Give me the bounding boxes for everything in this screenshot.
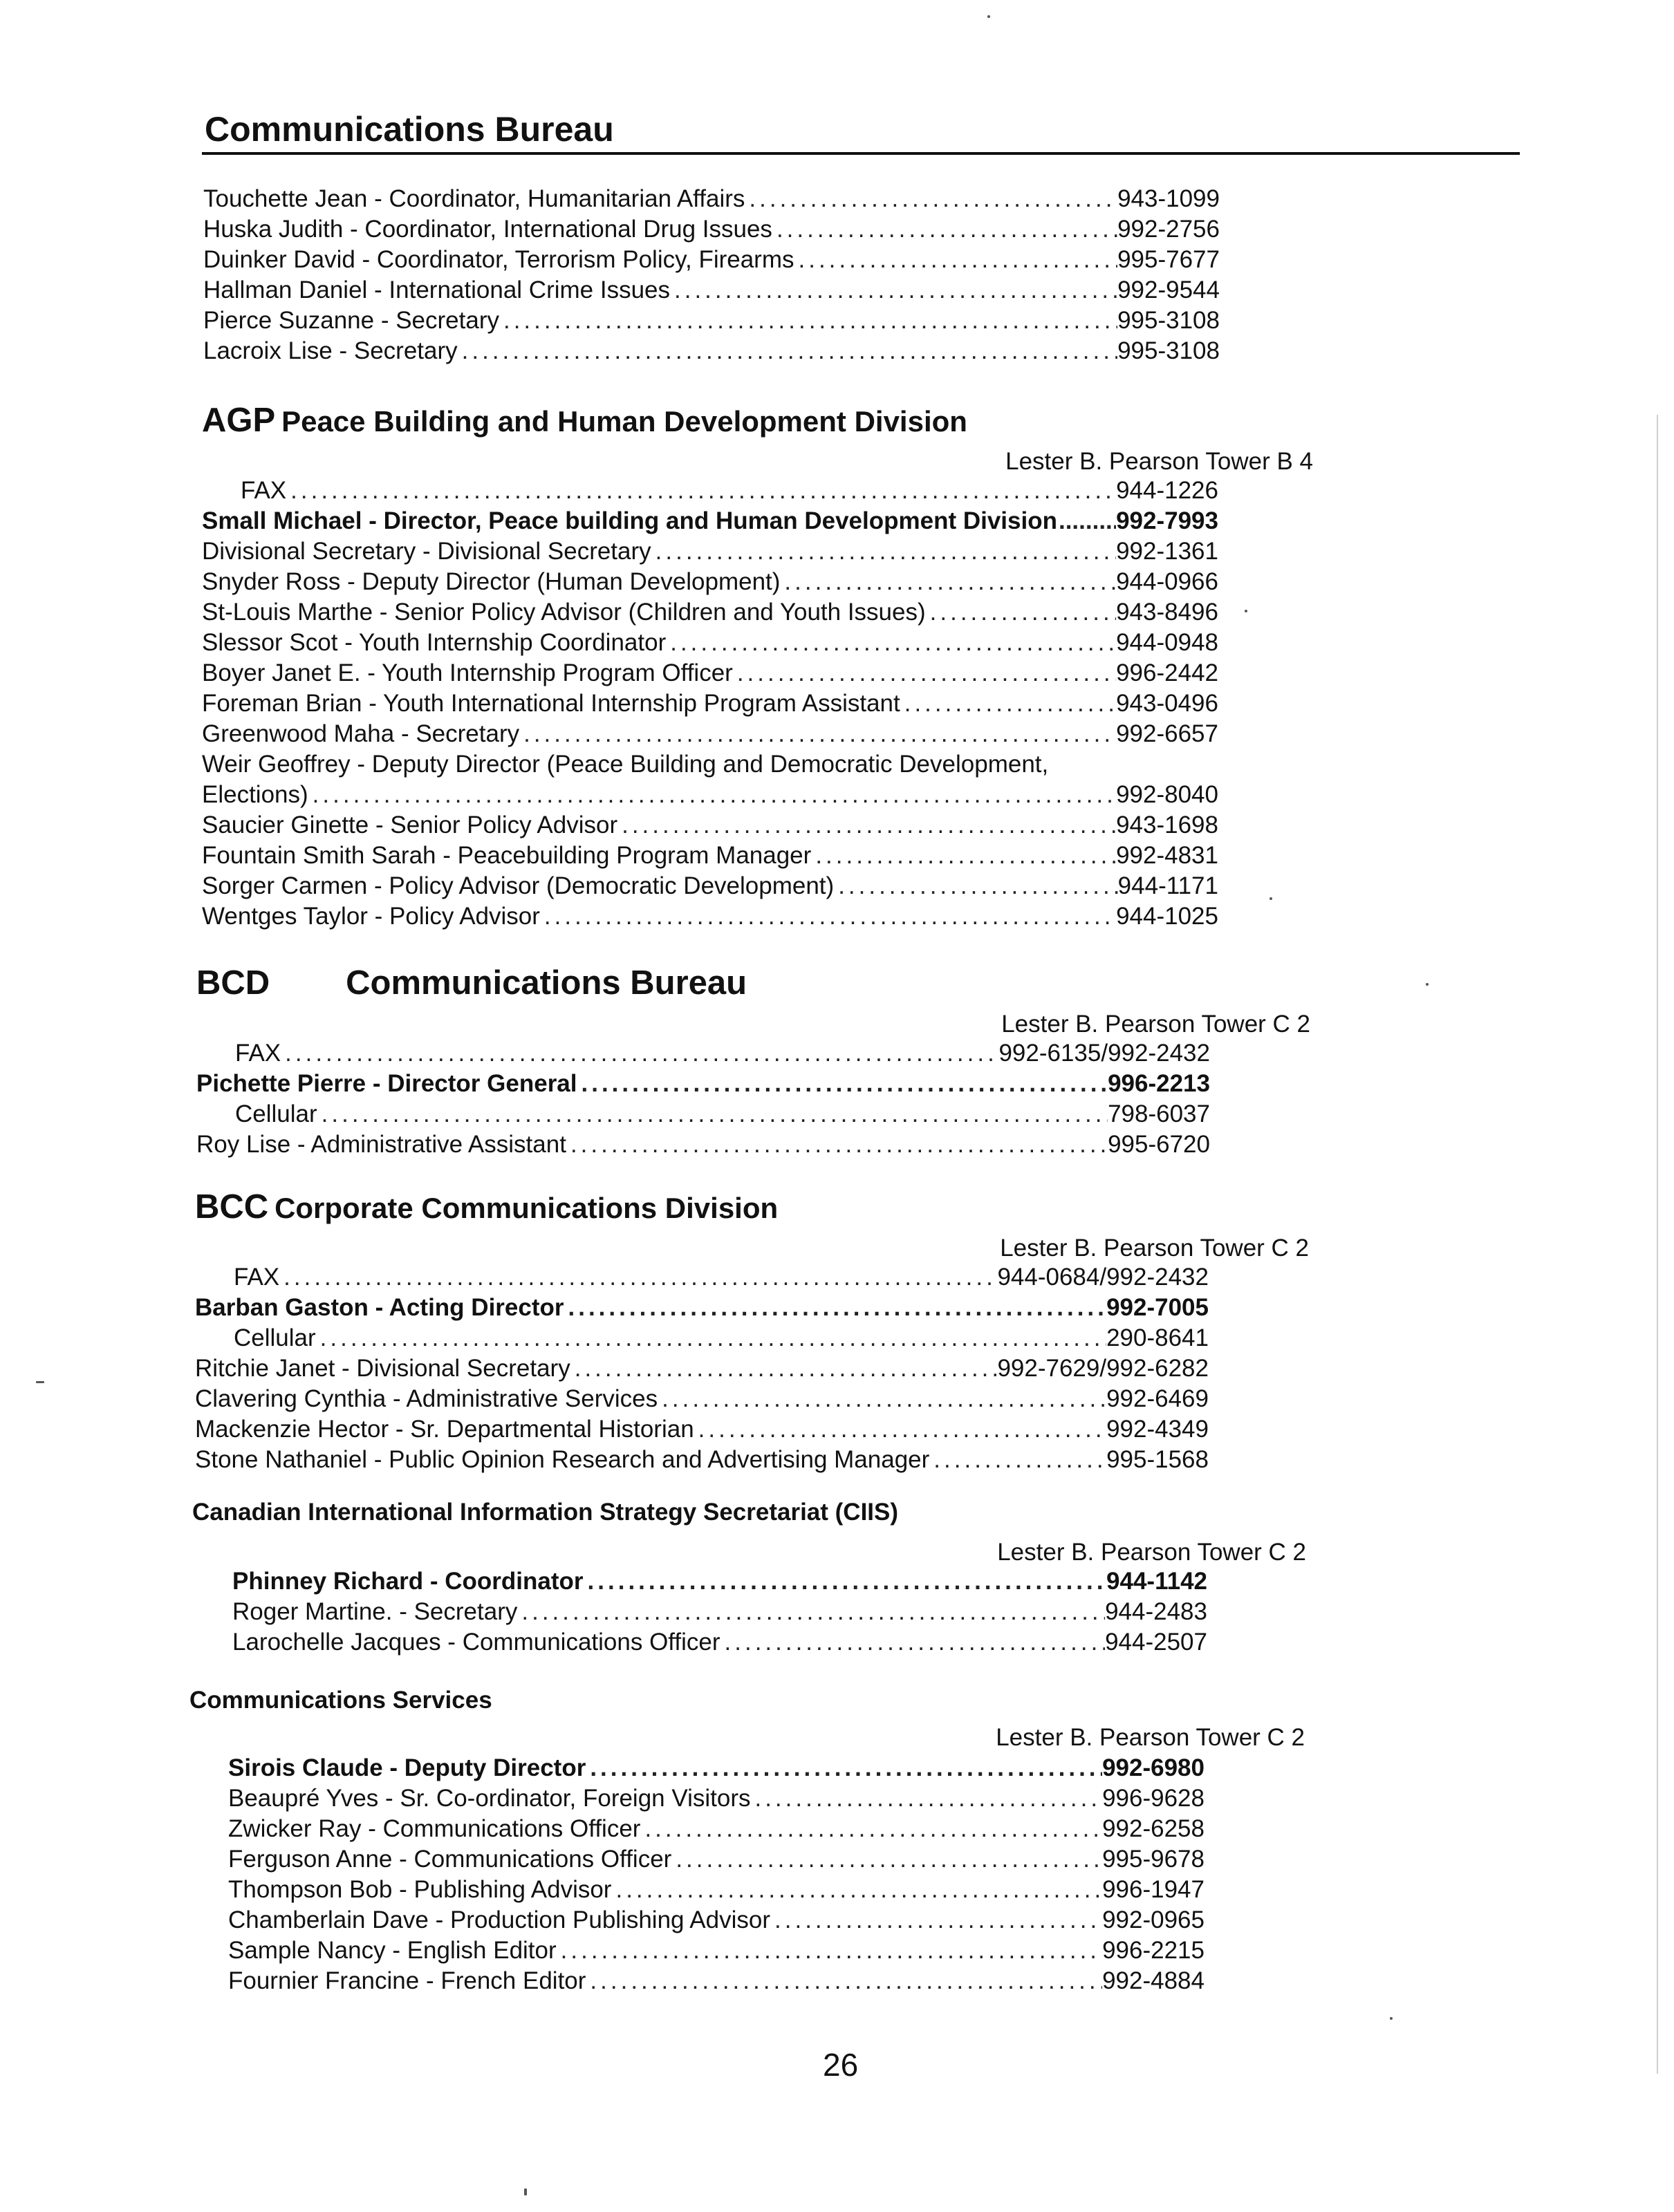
page-number: 26 [823,2047,859,2083]
list-item: Boyer Janet E. - Youth Internship Program Officer ..... 996-2442 [202,659,1218,690]
list-item: FAX ..... 944-1226 [241,477,1218,507]
section-title-ciis: Canadian International Information Strategy Secretariat (CIIS) [192,1499,899,1526]
section-title-bcc: BCC Corporate Communications Division [195,1188,779,1226]
list-item: Thompson Bob - Publishing Advisor ..... 996-1947 [228,1876,1205,1906]
section-location: Lester B. Pearson Tower C 2 [1000,1235,1309,1262]
list-item: Chamberlain Dave - Production Publishing Advisor ..... 992-0965 [228,1906,1205,1937]
list-item: Snyder Ross - Deputy Director (Human Development) ..... 944-0966 [202,568,1218,599]
scan-speck [1390,2017,1393,2020]
list-item: Phinney Richard - Coordinator ..... 944-1142 [232,1568,1207,1598]
list-item: Pierce Suzanne - Secretary ..... 995-3108 [203,307,1220,337]
section-location: Lester B. Pearson Tower C 2 [996,1724,1305,1751]
section-title-agp: AGP Peace Building and Human Development Division [202,402,967,439]
list-item: Divisional Secretary - Divisional Secretary ..... 992-1361 [202,538,1218,568]
list-item: Mackenzie Hector - Sr. Departmental Historian ..... 992-4349 [195,1416,1209,1446]
list-item: Greenwood Maha - Secretary ..... 992-6657 [202,720,1218,751]
list-item: Hallman Daniel - International Crime Issues ..... 992-9544 [203,276,1220,307]
list-item: Sirois Claude - Deputy Director ..... 992-6980 [228,1754,1205,1785]
section-location: Lester B. Pearson Tower C 2 [997,1539,1306,1566]
list-item: Cellular ..... 290-8641 [234,1324,1209,1355]
list-item: Fournier Francine - French Editor ..... 992-4884 [228,1967,1205,1998]
list-item: St-Louis Marthe - Senior Policy Advisor (Children and Youth Issues) ..... 943-8496 [202,599,1218,629]
list-item: Larochelle Jacques - Communications Officer ..... 944-2507 [232,1629,1207,1659]
list-item: Elections) ..... 992-8040 [202,781,1218,812]
scan-speck [524,2188,527,2195]
list-item: Touchette Jean - Coordinator, Humanitarian Affairs ..... 943-1099 [203,185,1220,216]
header-rule [202,152,1520,155]
list-item: Slessor Scot - Youth Internship Coordinator ..... 944-0948 [202,629,1218,659]
list-item: FAX ..... 944-0684/992-2432 [234,1264,1209,1294]
page-header-title: Communications Bureau [205,110,614,149]
list-item: Huska Judith - Coordinator, International Drug Issues ..... 992-2756 [203,216,1220,246]
list-item: Cellular ..... 798-6037 [235,1100,1210,1131]
list-item: Barban Gaston - Acting Director ..... 992-7005 [195,1294,1209,1324]
scan-speck [987,15,990,18]
section-location: Lester B. Pearson Tower C 2 [1001,1011,1310,1038]
list-item: Sample Nancy - English Editor ..... 996-2215 [228,1937,1205,1967]
list-item: Zwicker Ray - Communications Officer ..... 992-6258 [228,1815,1205,1846]
scan-speck [1270,897,1272,900]
list-item: Stone Nathaniel - Public Opinion Research and Advertising Manager ..... 995-1568 [195,1446,1209,1477]
list-item: Pichette Pierre - Director General ..... 996-2213 [196,1070,1210,1100]
list-item: FAX ..... 992-6135/992-2432 [235,1040,1210,1070]
list-item: Lacroix Lise - Secretary ..... 995-3108 [203,337,1220,368]
scan-speck [36,1381,44,1383]
list-item: Foreman Brian - Youth International Internship Program Assistant ..... 943-0496 [202,690,1218,720]
list-item: Ritchie Janet - Divisional Secretary ..... 992-7629/992-6282 [195,1355,1209,1385]
section-title-bcd: BCD Communications Bureau [196,964,747,1002]
list-item: Weir Geoffrey - Deputy Director (Peace Building and Democratic Development, [202,751,1049,778]
list-item: Roger Martine. - Secretary ..... 944-2483 [232,1598,1207,1629]
list-item: Fountain Smith Sarah - Peacebuilding Program Manager ..... 992-4831 [202,842,1218,872]
scan-speck [1426,983,1429,986]
list-item: Saucier Ginette - Senior Policy Advisor ..... 943-1698 [202,812,1218,842]
list-item: Clavering Cynthia - Administrative Services ..... 992-6469 [195,1385,1209,1416]
list-item: Sorger Carmen - Policy Advisor (Democratic Development) ..... 944-1171 [202,872,1218,903]
list-item: Beaupré Yves - Sr. Co-ordinator, Foreign Visitors ..... 996-9628 [228,1785,1205,1815]
list-item: Ferguson Anne - Communications Officer ..... 995-9678 [228,1846,1205,1876]
list-item: Roy Lise - Administrative Assistant ..... 995-6720 [196,1131,1210,1161]
list-item: Duinker David - Coordinator, Terrorism Policy, Firearms ..... 995-7677 [203,246,1220,276]
section-title-services: Communications Services [189,1687,492,1714]
scan-speck [1245,610,1247,612]
scan-edge-line [1657,415,1658,2074]
list-item: Wentges Taylor - Policy Advisor ..... 944-1025 [202,903,1218,933]
section-location: Lester B. Pearson Tower B 4 [1005,448,1313,475]
list-item: Small Michael - Director, Peace building and Human Development Division ..... 992-7993 [202,507,1218,538]
